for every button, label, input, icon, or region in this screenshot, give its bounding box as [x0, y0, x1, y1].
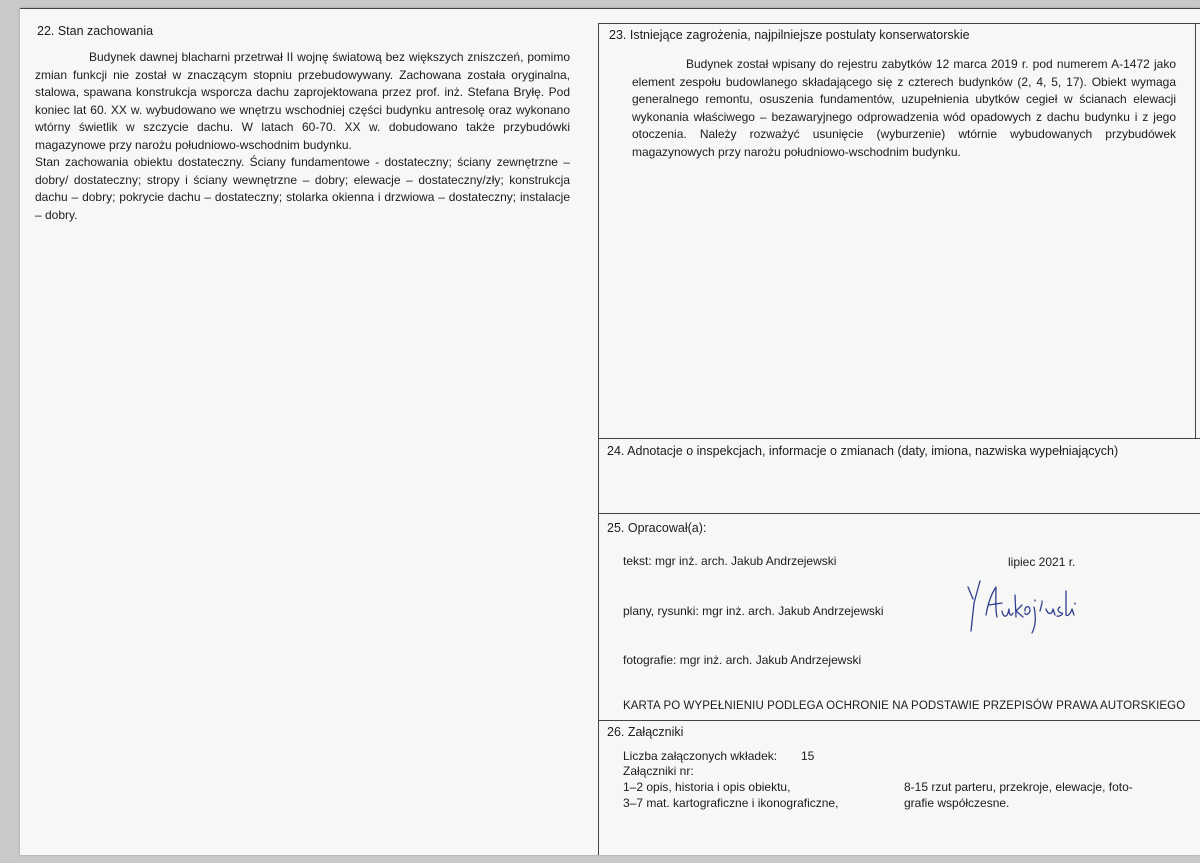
right-border — [1195, 23, 1196, 438]
attachments-count-label: Liczba załączonych wkładek: — [623, 749, 778, 763]
section-22-paragraph-2: Stan zachowania obiektu dostateczny. Ściany fundamentowe - dostateczny; ściany zewnętrzne – dobry/ dostateczny; stropy i ściany wewnętrzne – dobry; elewacje – dostateczny/zły; konstrukcja dachu – dobry; pokrycie dachu – dostateczny; stolarka okienna i drzwiowa – dostateczny; instalacje – dobry. — [35, 155, 570, 222]
divider-26 — [599, 720, 1200, 721]
attachment-item-2: 3–7 mat. kartograficzne i ikonograficzne, — [623, 796, 839, 810]
signature-image — [962, 573, 1086, 639]
attachment-item-1: 1–2 opis, historia i opis obiektu, — [623, 780, 791, 794]
section-22-title: 22. Stan zachowania — [37, 24, 154, 38]
section-23-paragraph-1: Budynek został wpisany do rejestru zabytków 12 marca 2019 r. pod numerem A-1472 jako element zespołu budowlanego składającego się z czterech budynków (2, 4, 5, 17). Obiekt wymaga generalnego remontu, osuszenia fundamentów, uzupełnienia ubytków cegieł w ścianach elewacji wykonania właściwego – bezawaryjnego odprowadzenia wód opadowych z dachu budynku i z jego otoczenia. Należy rozważyć usunięcie (wyburzenie) wtórnie wybudowanych przybudówek magazynowych przy narożu południowo-wschodnim budynku. — [632, 57, 1176, 159]
section-25-title: 25. Opracował(a): — [607, 521, 707, 535]
copyright-notice: KARTA PO WYPEŁNIENIU PODLEGA OCHRONIE NA PODSTAWIE PRZEPISÓW PRAWA AUTORSKIEGO — [623, 700, 1186, 712]
section-26-title: 26. Załączniki — [607, 725, 684, 739]
attachment-item-3-line-1: 8-15 rzut parteru, przekroje, elewacje, foto- — [904, 780, 1133, 794]
form-sheet — [20, 8, 1200, 855]
author-text-line: tekst: mgr inż. arch. Jakub Andrzejewski — [623, 554, 837, 568]
attachments-count-value: 15 — [801, 749, 815, 763]
preparation-date: lipiec 2021 r. — [1008, 555, 1076, 569]
attachments-list-label: Załączniki nr: — [623, 764, 694, 778]
attachment-item-3-line-2: grafie współczesne. — [904, 796, 1010, 810]
section-24-title: 24. Adnotacje o inspekcjach, informacje o zmianach (daty, imiona, nazwiska wypełniających) — [607, 444, 1119, 458]
section-22-text — [35, 49, 570, 224]
section-23-title: 23. Istniejące zagrożenia, najpilniejsze postulaty konserwatorskie — [609, 28, 970, 42]
divider-23-top — [599, 23, 1200, 24]
author-photos-line: fotografie: mgr inż. arch. Jakub Andrzejewski — [623, 653, 862, 667]
divider-25 — [599, 513, 1200, 514]
divider-24 — [599, 438, 1200, 439]
section-23-text — [632, 56, 1176, 161]
author-plans-line: plany, rysunki: mgr inż. arch. Jakub Andrzejewski — [623, 604, 884, 618]
section-22-paragraph-1: Budynek dawnej blacharni przetrwał II wojnę światową bez większych zniszczeń, pomimo zmian funkcji nie został w znaczącym stopniu przebudowywany. Zachowana została oryginalna, stalowa, spawana konstrukcja wsporcza dachu zaprojektowana przez prof. inż. Stefana Bryłę. Pod koniec lat 60. XX w. wybudowano we wnętrzu wschodniej części budynku antresolę oraz wykonano wtórny świetlik w szczycie dachu. W latach 60-70. XX w. dobudowano także przybudówki magazynowe przy narożu południowo-wschodnim budynku. — [35, 50, 570, 152]
column-divider — [598, 23, 599, 855]
